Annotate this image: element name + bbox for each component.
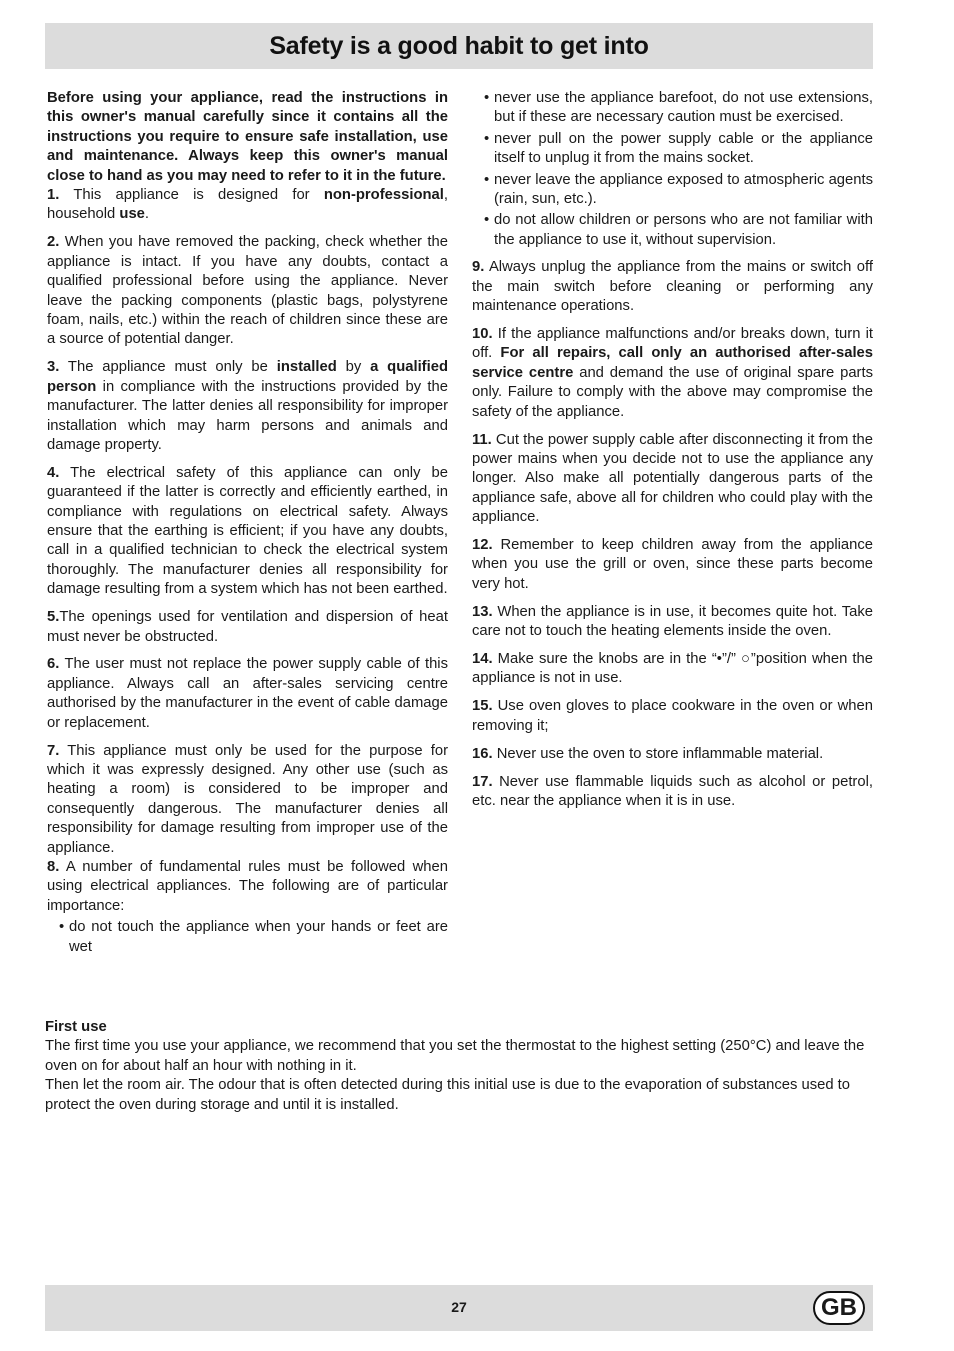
bullet-icon: • xyxy=(59,919,65,936)
instruction-16: 16. Never use the oven to store inflammable material. xyxy=(472,745,824,762)
instruction-4: 4. The electrical safety of this appliance can only be guaranteed if the latter is correctly and efficiently earthed, in compliance with regulations on electrical safety. Always ensure that the earthing is efficient; if you have any doubts, call in a qualified technician to check the electrical system thoroughly. The manufacturer denies all responsibility for damage resulting from a system which has not been earthed. xyxy=(47,464,448,598)
bullet-item: • never leave the appliance exposed to atmospheric agents (rain, sun, etc.). xyxy=(472,171,873,210)
bullet-item: • do not touch the appliance when your hands or feet are wet xyxy=(47,918,448,957)
instruction-8: 8. A number of fundamental rules must be followed when using electrical appliances. The following are of particular importance: xyxy=(47,859,448,914)
instruction-14: 14. Make sure the knobs are in the “•”/” ○”position when the appliance is not in use. xyxy=(472,651,873,687)
first-use-paragraph-1: The first time you use your appliance, we recommend that you set the thermostat to the highest setting (250°C) and leave the oven on for about half an hour with nothing in it. xyxy=(45,1038,865,1074)
bullet-icon: • xyxy=(484,212,490,229)
instruction-7: 7. This appliance must only be used for the purpose for which it was expressly designed. Any other use (such as heating a room) is considered to be improper and consequently dangerous. The manufacturer denies all responsibility for damage resulting from improper use of the appliance. xyxy=(47,742,448,856)
instruction-12: 12. Remember to keep children away from the appliance when you use the grill or oven, since these parts become very hot. xyxy=(472,537,873,592)
instruction-5: 5.The openings used for ventilation and dispersion of heat must never be obstructed. xyxy=(47,609,448,645)
bullet-item: • never use the appliance barefoot, do not use extensions, but if these are necessary caution must be exercised. xyxy=(472,89,873,128)
footer-bar xyxy=(45,1285,873,1331)
title-bar xyxy=(45,23,873,69)
instruction-1: 1. This appliance is designed for non-professional, household use. xyxy=(47,187,448,223)
language-badge: GB xyxy=(813,1291,865,1325)
instruction-2: 2. When you have removed the packing, check whether the appliance is intact. If you have any doubts, contact a qualified professional before using the appliance. Never leave the packing components (plastic bags, polystyrene foam, nails, etc.) within the reach of children since these are a source of potential danger. xyxy=(47,234,448,348)
instruction-11: 11. Cut the power supply cable after disconnecting it from the power mains when you decide not to use the appliance any longer. Also make all potentially dangerous parts of the appliance safe, above all for children who could play with the appliance. xyxy=(472,431,873,526)
first-use-paragraph-2: Then let the room air. The odour that is often detected during this initial use is due to the evaporation of substances used to protect the oven during storage and until it is installed. xyxy=(45,1077,851,1113)
intro-paragraph: Before using your appliance, read the instructions in this owner's manual carefully since it contains all the instructions you require to ensure safe installation, use and maintenance. Always keep this owner's manual close to hand as you may need to refer to it in the future. xyxy=(47,90,448,184)
left-column xyxy=(47,89,448,959)
bullet-item: • never pull on the power supply cable or the appliance itself to unplug it from the mains socket. xyxy=(472,130,873,169)
instruction-15: 15. Use oven gloves to place cookware in the oven or when removing it; xyxy=(472,698,873,734)
bullet-icon: • xyxy=(484,130,490,147)
bullet-item: • do not allow children or persons who are not familiar with the appliance to use it, without supervision. xyxy=(472,211,873,250)
instruction-6: 6. The user must not replace the power supply cable of this appliance. Always call an after-sales servicing centre authorised by the manufacturer in the event of cable damage or replacement. xyxy=(47,656,448,731)
instruction-17: 17. Never use flammable liquids such as alcohol or petrol, etc. near the appliance when it is in use. xyxy=(472,773,873,809)
right-column xyxy=(472,89,873,820)
bullet-icon: • xyxy=(484,90,491,106)
first-use-section xyxy=(45,1018,873,1115)
first-use-heading: First use xyxy=(45,1019,107,1035)
instruction-3: 3. The appliance must only be installed by a qualified person in compliance with the instructions provided by the manufacturer. The latter denies all responsibility for improper installation which may harm persons and animals and damage property. xyxy=(47,359,448,453)
page-number: 27 xyxy=(451,1299,467,1315)
page-title: Safety is a good habit to get into xyxy=(269,31,649,60)
instruction-10: 10. If the appliance malfunctions and/or breaks down, turn it off. For all repairs, call only an authorised after-sales service centre and demand the use of original spare parts only. Failure to comply with the above may compromise the safety of the appliance. xyxy=(472,325,874,420)
bullet-icon: • xyxy=(484,171,490,188)
instruction-13: 13. When the appliance is in use, it becomes quite hot. Take care not to touch the heating elements inside the oven. xyxy=(472,603,873,640)
instruction-9: 9. Always unplug the appliance from the mains or switch off the main switch before cleaning or performing any maintenance operations. xyxy=(472,259,873,315)
